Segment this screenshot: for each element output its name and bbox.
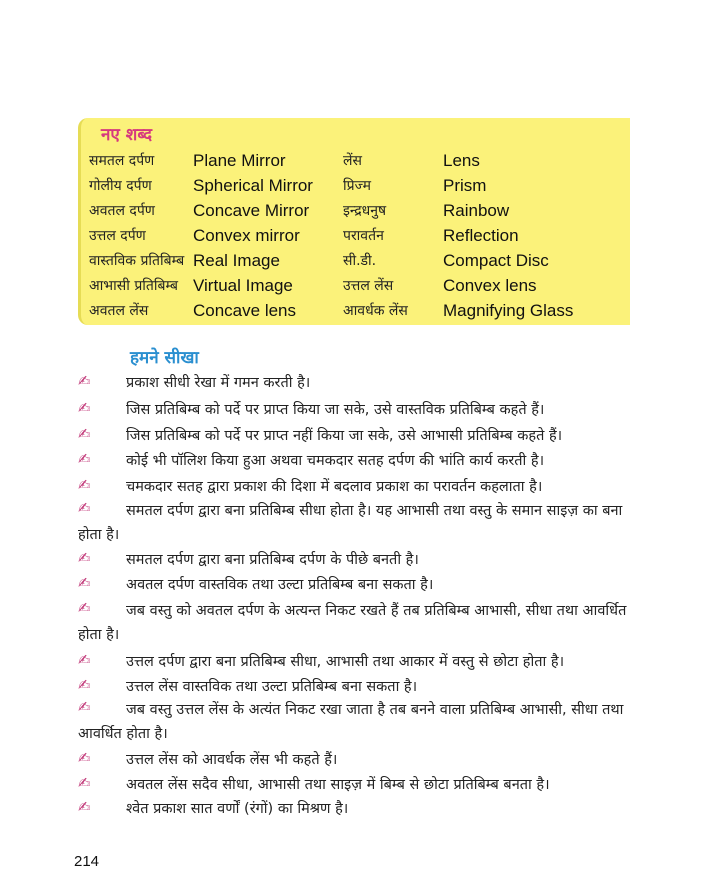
vocab-english-term: Magnifying Glass (443, 301, 574, 320)
learned-point-text: समतल दर्पण द्वारा बना प्रतिबिम्ब दर्पण के पीछे बनती है। (126, 552, 419, 568)
page-number: 214 (74, 853, 100, 870)
new-words-box (78, 118, 630, 325)
pen-bullet-icon: ✍ (78, 399, 91, 417)
vocab-row (81, 151, 630, 176)
vocab-hindi-term: अवतल लेंस (89, 303, 149, 319)
pen-bullet-icon: ✍ (78, 499, 91, 517)
vocab-english-term: Spherical Mirror (193, 176, 313, 195)
vocab-english-term: Concave Mirror (193, 201, 310, 220)
vocab-row (81, 276, 630, 301)
learned-point-text: अवतल लेंस सदैव सीधा, आभासी तथा साइज़ में बिम्ब से छोटा प्रतिबिम्ब बनता है। (126, 777, 550, 793)
vocab-english-term: Reflection (443, 226, 519, 245)
vocab-english-term: Lens (443, 151, 480, 170)
vocab-english-term: Real Image (193, 251, 280, 270)
learned-point-text: उत्तल लेंस वास्तविक तथा उल्टा प्रतिबिम्ब बना सकता है। (126, 679, 418, 695)
vocab-english-term: Plane Mirror (193, 151, 286, 170)
vocab-english-term: Prism (443, 176, 487, 195)
pen-bullet-icon: ✍ (78, 798, 91, 816)
pen-bullet-icon: ✍ (78, 425, 91, 443)
vocab-row (81, 301, 630, 326)
vocab-english-term: Concave lens (193, 301, 297, 320)
vocab-hindi-term: आवर्धक लेंस (343, 303, 408, 319)
vocab-hindi-term: समतल दर्पण (89, 153, 155, 169)
vocab-hindi-term: इन्द्रधनुष (343, 203, 387, 219)
new-words-title: नए शब्द (101, 125, 153, 145)
learned-heading: हमने सीखा (130, 348, 199, 368)
vocab-hindi-term: परावर्तन (343, 228, 384, 244)
vocab-hindi-term: सी.डी. (343, 253, 377, 269)
vocab-hindi-term: वास्तविक प्रतिबिम्ब (89, 253, 185, 269)
vocab-english-term: Convex mirror (193, 226, 300, 245)
pen-bullet-icon: ✍ (78, 698, 91, 716)
vocab-row (81, 251, 630, 276)
learned-point-text: जिस प्रतिबिम्ब को पर्दे पर प्राप्त नहीं किया जा सके, उसे आभासी प्रतिबिम्ब कहते हैं। (126, 428, 563, 444)
pen-bullet-icon: ✍ (78, 774, 91, 792)
learned-point-text: उत्तल दर्पण द्वारा बना प्रतिबिम्ब सीधा, आभासी तथा आकार में वस्तु से छोटा होता है। (126, 654, 565, 670)
vocab-hindi-term: आभासी प्रतिबिम्ब (89, 278, 179, 294)
vocab-hindi-term: उत्तल दर्पण (89, 228, 146, 244)
vocab-hindi-term: उत्तल लेंस (343, 278, 394, 294)
vocab-english-term: Compact Disc (443, 251, 549, 270)
learned-point-text: कोई भी पॉलिश किया हुआ अथवा चमकदार सतह दर्पण की भांति कार्य करती है। (126, 453, 545, 469)
learned-point-text: जब वस्तु को अवतल दर्पण के अत्यन्त निकट रखते हैं तब प्रतिबिम्ब आभासी, सीधा तथा आवर्धित होता है। (78, 603, 627, 643)
vocab-english-term: Virtual Image (193, 276, 293, 295)
pen-bullet-icon: ✍ (78, 574, 91, 592)
vocab-row (81, 176, 630, 201)
pen-bullet-icon: ✍ (78, 549, 91, 567)
learned-point-text: चमकदार सतह द्वारा प्रकाश की दिशा में बदलाव प्रकाश का परावर्तन कहलाता है। (126, 479, 543, 495)
pen-bullet-icon: ✍ (78, 749, 91, 767)
vocab-hindi-term: अवतल दर्पण (89, 203, 155, 219)
vocab-hindi-term: प्रिज्म (343, 178, 371, 194)
pen-bullet-icon: ✍ (78, 450, 91, 468)
pen-bullet-icon: ✍ (78, 651, 91, 669)
vocab-hindi-term: लेंस (343, 153, 362, 169)
learned-point-text: उत्तल लेंस को आवर्धक लेंस भी कहते हैं। (126, 752, 338, 768)
learned-point-text: जिस प्रतिबिम्ब को पर्दे पर प्राप्त किया जा सके, उसे वास्तविक प्रतिबिम्ब कहते हैं। (126, 402, 545, 418)
vocab-english-term: Rainbow (443, 201, 510, 220)
learned-point-text: समतल दर्पण द्वारा बना प्रतिबिम्ब सीधा होता है। यह आभासी तथा वस्तु के समान साइज़ का बना होता है। (78, 503, 623, 543)
pen-bullet-icon: ✍ (78, 599, 91, 617)
vocab-english-term: Convex lens (443, 276, 537, 295)
learned-point-text: अवतल दर्पण वास्तविक तथा उल्टा प्रतिबिम्ब बना सकता है। (126, 577, 434, 593)
pen-bullet-icon: ✍ (78, 476, 91, 494)
vocab-row (81, 226, 630, 251)
pen-bullet-icon: ✍ (78, 372, 91, 390)
vocab-row (81, 201, 630, 226)
learned-point-text: प्रकाश सीधी रेखा में गमन करती है। (126, 375, 311, 391)
pen-bullet-icon: ✍ (78, 676, 91, 694)
vocab-hindi-term: गोलीय दर्पण (89, 178, 152, 194)
learned-point-text: श्वेत प्रकाश सात वर्णों (रंगों) का मिश्रण है। (126, 801, 349, 817)
learned-point-text: जब वस्तु उत्तल लेंस के अत्यंत निकट रखा जाता है तब बनने वाला प्रतिबिम्ब आभासी, सीधा तथा आवर्धित होता है। (78, 702, 624, 742)
